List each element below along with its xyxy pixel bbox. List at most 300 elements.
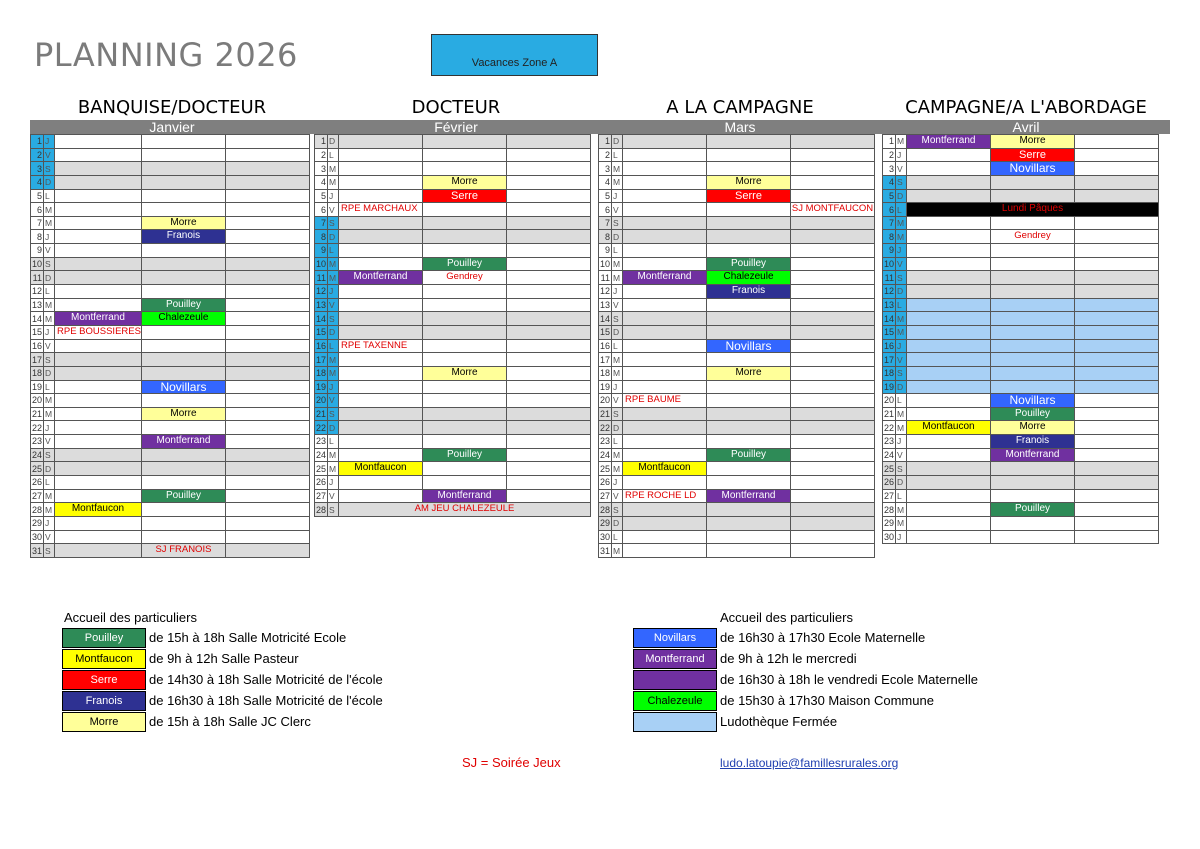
day-letter: S (328, 216, 339, 230)
slot-cell (423, 312, 507, 326)
slot-cell (423, 175, 507, 189)
day-letter: S (896, 366, 907, 380)
day-row (31, 462, 310, 476)
day-row (31, 175, 310, 189)
day-number: 14 (315, 313, 326, 324)
slot-cell (1075, 421, 1159, 435)
day-row (599, 421, 875, 435)
day-number: 12 (883, 286, 894, 297)
slot-cell (141, 298, 225, 312)
event-label: Pouilley (423, 258, 506, 271)
day-letter: J (896, 530, 907, 544)
event-label: Pouilley (707, 449, 790, 462)
day-letter: S (612, 312, 623, 326)
day-row (315, 353, 591, 367)
day-number: 16 (883, 340, 894, 351)
slot-cell (507, 298, 591, 312)
day-letter: D (896, 285, 907, 299)
day-number: 17 (315, 354, 326, 365)
day-row (315, 339, 591, 353)
day-number: 24 (315, 450, 326, 461)
slot-cell (339, 271, 423, 285)
legend-swatch: Chalezeule (633, 691, 717, 711)
slot-cell (225, 353, 309, 367)
day-letter: M (896, 325, 907, 339)
slot-cell (507, 285, 591, 299)
legend-row (62, 669, 383, 690)
day-row (883, 189, 1159, 203)
slot-cell (623, 435, 707, 449)
slot-cell (339, 476, 423, 490)
day-number: 23 (31, 436, 42, 447)
slot-cell (423, 216, 507, 230)
slot-cell (991, 353, 1075, 367)
slot-cell (623, 271, 707, 285)
day-number: 3 (31, 162, 44, 176)
day-letter: S (44, 544, 55, 558)
slot-cell (1075, 462, 1159, 476)
slot-cell (225, 435, 309, 449)
day-row (883, 407, 1159, 421)
slot-cell (55, 503, 142, 517)
slot-cell (141, 285, 225, 299)
day-row (315, 366, 591, 380)
slot-cell (141, 530, 225, 544)
slot-cell (141, 366, 225, 380)
slot-cell (991, 271, 1075, 285)
slot-cell (1075, 285, 1159, 299)
day-row (599, 503, 875, 517)
day-letter: M (328, 366, 339, 380)
slot-cell (55, 339, 142, 353)
day-letter: D (612, 325, 623, 339)
day-letter: L (328, 435, 339, 449)
slot-cell (225, 516, 309, 530)
day-number: 25 (31, 463, 42, 474)
slot-cell (991, 489, 1075, 503)
event-label: Novillars (991, 394, 1074, 407)
day-letter: V (44, 530, 55, 544)
day-number: 2 (599, 148, 612, 162)
event-label: Pouilley (142, 299, 225, 312)
slot-cell (1075, 162, 1159, 176)
slot-cell (623, 298, 707, 312)
day-row (315, 135, 591, 149)
day-row (31, 230, 310, 244)
day-row (315, 380, 591, 394)
day-row (31, 325, 310, 339)
day-number: 18 (599, 368, 610, 379)
day-row (599, 148, 875, 162)
event-label: Gendrey (446, 271, 483, 283)
day-letter: M (44, 503, 55, 517)
day-row (599, 271, 875, 285)
slot-cell (907, 216, 991, 230)
day-letter: V (44, 148, 55, 162)
day-number: 14 (883, 313, 894, 324)
day-letter: J (896, 435, 907, 449)
event-label: Franois (142, 230, 225, 243)
day-letter: L (612, 435, 623, 449)
day-number: 16 (31, 340, 42, 351)
day-letter: L (612, 244, 623, 258)
event-label: Montferrand (907, 135, 990, 148)
day-letter: M (44, 298, 55, 312)
slot-cell (791, 325, 875, 339)
slot-cell (623, 339, 707, 353)
event-label: Pouilley (991, 408, 1074, 421)
slot-cell (339, 448, 423, 462)
event-label: Lundi Pâques (907, 203, 1158, 216)
slot-cell (423, 244, 507, 258)
day-letter: J (612, 476, 623, 490)
slot-cell (907, 175, 991, 189)
slot-cell (55, 489, 142, 503)
event-label: Montferrand (707, 490, 790, 503)
day-letter: M (44, 216, 55, 230)
day-row (883, 530, 1159, 544)
legend-row (62, 627, 346, 648)
day-row (31, 530, 310, 544)
day-letter: D (328, 325, 339, 339)
day-number: 27 (31, 490, 42, 501)
slot-cell (225, 489, 309, 503)
slot-cell (55, 394, 142, 408)
day-number: 4 (883, 175, 896, 189)
slot-cell (623, 366, 707, 380)
slot-cell (991, 162, 1075, 176)
day-number: 8 (315, 230, 328, 244)
slot-cell (423, 230, 507, 244)
slot-cell (707, 339, 791, 353)
day-number: 15 (883, 327, 894, 338)
day-letter: J (44, 230, 55, 244)
day-row (883, 353, 1159, 367)
slot-cell (423, 203, 507, 217)
slot-cell (225, 216, 309, 230)
slot-cell (141, 257, 225, 271)
slot-cell (507, 203, 591, 217)
slot-cell (55, 285, 142, 299)
slot-cell (339, 394, 423, 408)
legend-row (633, 648, 857, 669)
slot-cell (55, 148, 142, 162)
slot-cell (707, 503, 791, 517)
legend-text: de 16h30 à 17h30 Ecole Maternelle (720, 630, 926, 645)
day-number: 7 (599, 216, 612, 230)
event-label: Montfaucon (339, 462, 422, 475)
slot-cell (141, 476, 225, 490)
slot-cell (339, 407, 423, 421)
slot-cell (1075, 516, 1159, 530)
day-letter: J (612, 189, 623, 203)
day-letter: V (896, 162, 907, 176)
day-number: 6 (315, 203, 328, 217)
day-number: 3 (883, 162, 896, 176)
day-row (883, 421, 1159, 435)
day-letter: M (612, 462, 623, 476)
slot-cell (991, 230, 1075, 244)
slot-cell (55, 380, 142, 394)
day-row (31, 407, 310, 421)
slot-cell (791, 353, 875, 367)
slot-cell (141, 271, 225, 285)
day-number: 27 (883, 490, 894, 501)
slot-cell (791, 203, 875, 217)
calendar-mars (598, 134, 875, 558)
day-row (315, 407, 591, 421)
day-letter: V (612, 394, 623, 408)
day-number: 11 (31, 271, 44, 285)
slot-cell (907, 380, 991, 394)
day-letter: D (612, 421, 623, 435)
day-letter: L (44, 285, 55, 299)
day-letter: M (896, 216, 907, 230)
slot-cell (791, 544, 875, 558)
event-label: Novillars (142, 381, 225, 394)
slot-cell (1075, 380, 1159, 394)
day-number: 25 (599, 463, 610, 474)
day-letter: J (328, 380, 339, 394)
slot-cell (907, 489, 991, 503)
slot-cell (507, 312, 591, 326)
day-letter: J (328, 189, 339, 203)
slot-cell (791, 503, 875, 517)
day-letter: J (896, 244, 907, 258)
slot-cell (1075, 394, 1159, 408)
legend-text: de 15h30 à 17h30 Maison Commune (720, 693, 934, 708)
slot-cell (1075, 135, 1159, 149)
day-row (599, 298, 875, 312)
day-number: 13 (315, 300, 326, 310)
slot-cell (907, 244, 991, 258)
slot-cell (623, 489, 707, 503)
slot-cell (907, 162, 991, 176)
slot-cell (423, 298, 507, 312)
day-number: 31 (599, 545, 610, 556)
event-label: Montfaucon (907, 421, 990, 434)
day-letter: S (44, 448, 55, 462)
slot-cell (791, 407, 875, 421)
day-letter: S (328, 407, 339, 421)
slot-cell (225, 421, 309, 435)
day-number: 15 (31, 327, 42, 338)
event-label: Montfaucon (623, 462, 706, 475)
contact-email-link[interactable]: ludo.latoupie@famillesrurales.org (720, 756, 899, 770)
day-number: 17 (599, 354, 610, 365)
day-letter: D (44, 366, 55, 380)
legend-swatch: Pouilley (62, 628, 146, 648)
day-number: 8 (599, 230, 612, 244)
slot-cell (623, 353, 707, 367)
slot-cell (55, 448, 142, 462)
day-row (31, 421, 310, 435)
day-number: 9 (599, 244, 612, 258)
slot-cell (339, 216, 423, 230)
day-number: 31 (31, 545, 42, 556)
slot-cell (707, 325, 791, 339)
day-letter: D (612, 230, 623, 244)
day-letter: M (44, 489, 55, 503)
legend-text: Ludothèque Fermée (720, 714, 838, 729)
slot-cell (907, 257, 991, 271)
slot-cell (55, 230, 142, 244)
slot-cell (907, 135, 991, 149)
day-letter: D (328, 421, 339, 435)
slot-cell (707, 216, 791, 230)
slot-cell (707, 203, 791, 217)
slot-cell (507, 421, 591, 435)
slot-cell (423, 271, 507, 285)
event-label: Novillars (707, 340, 790, 353)
slot-cell (791, 435, 875, 449)
day-letter: V (896, 353, 907, 367)
legend-text: de 16h30 à 18h Salle Motricité de l'école (149, 693, 383, 708)
slot-cell (339, 380, 423, 394)
slot-cell (507, 407, 591, 421)
day-letter: D (44, 462, 55, 476)
day-row (31, 448, 310, 462)
slot-cell (225, 312, 309, 326)
slot-cell (55, 407, 142, 421)
day-letter: V (612, 489, 623, 503)
day-number: 10 (31, 259, 42, 270)
slot-cell (1075, 503, 1159, 517)
slot-cell (55, 244, 142, 258)
day-letter: M (896, 135, 907, 149)
slot-cell (55, 516, 142, 530)
slot-cell (1075, 312, 1159, 326)
slot-cell (1075, 257, 1159, 271)
day-number: 1 (31, 135, 44, 149)
slot-cell (707, 285, 791, 299)
event-label: SJ FRANOIS (155, 544, 212, 556)
day-number: 25 (883, 463, 894, 474)
day-letter: S (612, 216, 623, 230)
day-letter: J (44, 516, 55, 530)
day-row (599, 312, 875, 326)
day-number: 18 (31, 368, 42, 379)
day-number: 12 (315, 286, 326, 297)
day-letter: V (328, 203, 339, 217)
slot-cell (55, 544, 142, 558)
day-letter: V (896, 448, 907, 462)
slot-cell (791, 148, 875, 162)
slot-cell (991, 366, 1075, 380)
day-letter: D (328, 230, 339, 244)
slot-cell (507, 135, 591, 149)
slot-cell (791, 135, 875, 149)
day-letter: J (896, 339, 907, 353)
day-letter: L (612, 339, 623, 353)
day-row (31, 189, 310, 203)
event-label: Morre (991, 421, 1074, 434)
slot-cell (339, 489, 423, 503)
slot-cell (907, 353, 991, 367)
day-letter: L (328, 148, 339, 162)
slot-cell (791, 189, 875, 203)
day-row (31, 394, 310, 408)
day-letter: V (44, 244, 55, 258)
day-letter: L (896, 489, 907, 503)
day-row (315, 435, 591, 449)
day-letter: V (44, 339, 55, 353)
event-label: Montfaucon (55, 503, 141, 516)
day-number: 9 (315, 244, 328, 258)
slot-cell (339, 175, 423, 189)
day-letter: L (612, 530, 623, 544)
day-number: 22 (31, 422, 42, 433)
day-number: 23 (599, 436, 610, 447)
day-number: 5 (315, 189, 328, 203)
slot-cell (55, 476, 142, 490)
slot-cell (1075, 325, 1159, 339)
slot-cell (707, 380, 791, 394)
slot-cell (55, 325, 142, 339)
slot-cell (507, 353, 591, 367)
slot-cell (339, 189, 423, 203)
slot-cell (623, 394, 707, 408)
slot-cell (141, 203, 225, 217)
day-letter: D (612, 135, 623, 149)
slot-cell (339, 435, 423, 449)
slot-cell (907, 448, 991, 462)
event-label: Pouilley (707, 258, 790, 271)
slot-cell (907, 462, 991, 476)
slot-cell (707, 162, 791, 176)
day-number: 18 (315, 368, 326, 379)
day-row (599, 353, 875, 367)
slot-cell (507, 489, 591, 503)
slot-cell (141, 421, 225, 435)
day-letter: S (328, 503, 339, 517)
day-number: 13 (31, 300, 42, 310)
day-row (315, 216, 591, 230)
slot-cell (907, 298, 991, 312)
slot-cell (141, 148, 225, 162)
legend-text: de 15h à 18h Salle JC Clerc (149, 714, 311, 729)
slot-cell (791, 380, 875, 394)
slot-cell (707, 298, 791, 312)
day-row (599, 230, 875, 244)
event-label: Montferrand (423, 490, 506, 503)
slot-cell (339, 162, 423, 176)
legend-swatch (633, 670, 717, 690)
slot-cell (991, 135, 1075, 149)
slot-cell (225, 476, 309, 490)
slot-cell (623, 503, 707, 517)
day-number: 20 (883, 395, 894, 406)
slot-cell (507, 462, 591, 476)
slot-cell (907, 312, 991, 326)
day-number: 27 (315, 490, 326, 501)
day-row (883, 271, 1159, 285)
legend-row (633, 690, 934, 711)
slot-cell (225, 380, 309, 394)
section-title-3: A LA CAMPAGNE (666, 97, 814, 118)
slot-cell (141, 516, 225, 530)
day-row (315, 257, 591, 271)
day-number: 8 (31, 230, 44, 244)
slot-cell (141, 216, 225, 230)
slot-cell (623, 230, 707, 244)
day-row (315, 421, 591, 435)
day-number: 11 (315, 271, 328, 285)
day-number: 17 (31, 354, 42, 365)
day-row (599, 462, 875, 476)
day-letter: M (612, 544, 623, 558)
day-row (315, 489, 591, 503)
